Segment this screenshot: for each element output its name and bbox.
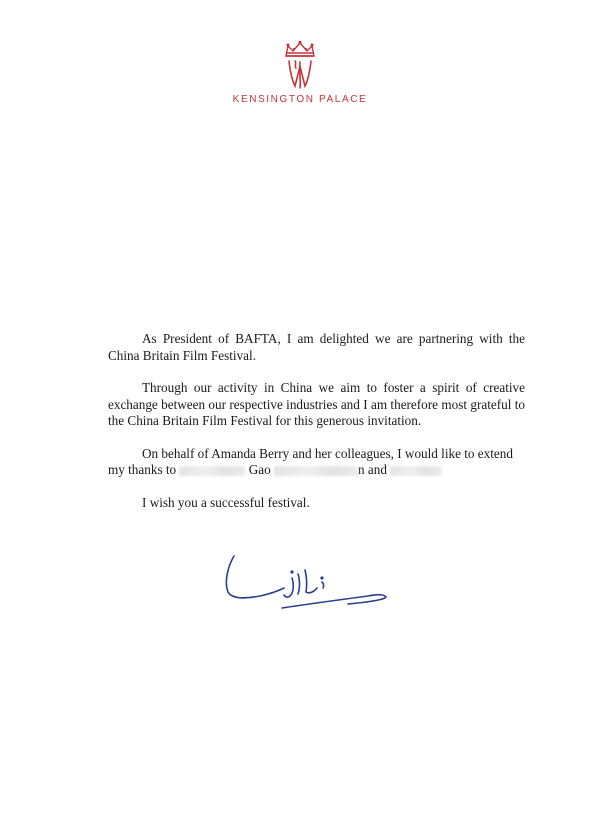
paragraph-closing	[108, 495, 525, 512]
crown-monogram-w-icon	[278, 40, 322, 90]
closing-text: I wish you a successful festival.	[142, 494, 310, 510]
paragraph-1-text: As President of BAFTA, I am delighted we are partnering with the China Britain Film Festival.	[108, 331, 525, 363]
letter-body	[108, 331, 525, 527]
redacted-name-2	[274, 466, 358, 476]
letterhead	[0, 40, 600, 105]
thanks-lead: On behalf of Amanda Berry and her colleagues, I would like to extend my thanks to	[108, 445, 513, 477]
redacted-name-1	[179, 466, 245, 476]
letterhead-title: KENSINGTON PALACE	[232, 94, 368, 105]
paragraph-2-text: Through our activity in China we aim to foster a spirit of creative exchange between our respective industries and I am therefore most grateful to the China Britain Film Festival for this generous invitation.	[108, 380, 525, 428]
thanks-name-fragment-1: Gao	[248, 462, 271, 477]
handwritten-signature	[218, 552, 393, 620]
paragraph-1	[108, 331, 525, 364]
thanks-name-fragment-2: n and	[358, 462, 387, 477]
paragraph-thanks	[108, 446, 525, 479]
paragraph-2	[108, 380, 525, 430]
redacted-name-3	[390, 466, 442, 476]
